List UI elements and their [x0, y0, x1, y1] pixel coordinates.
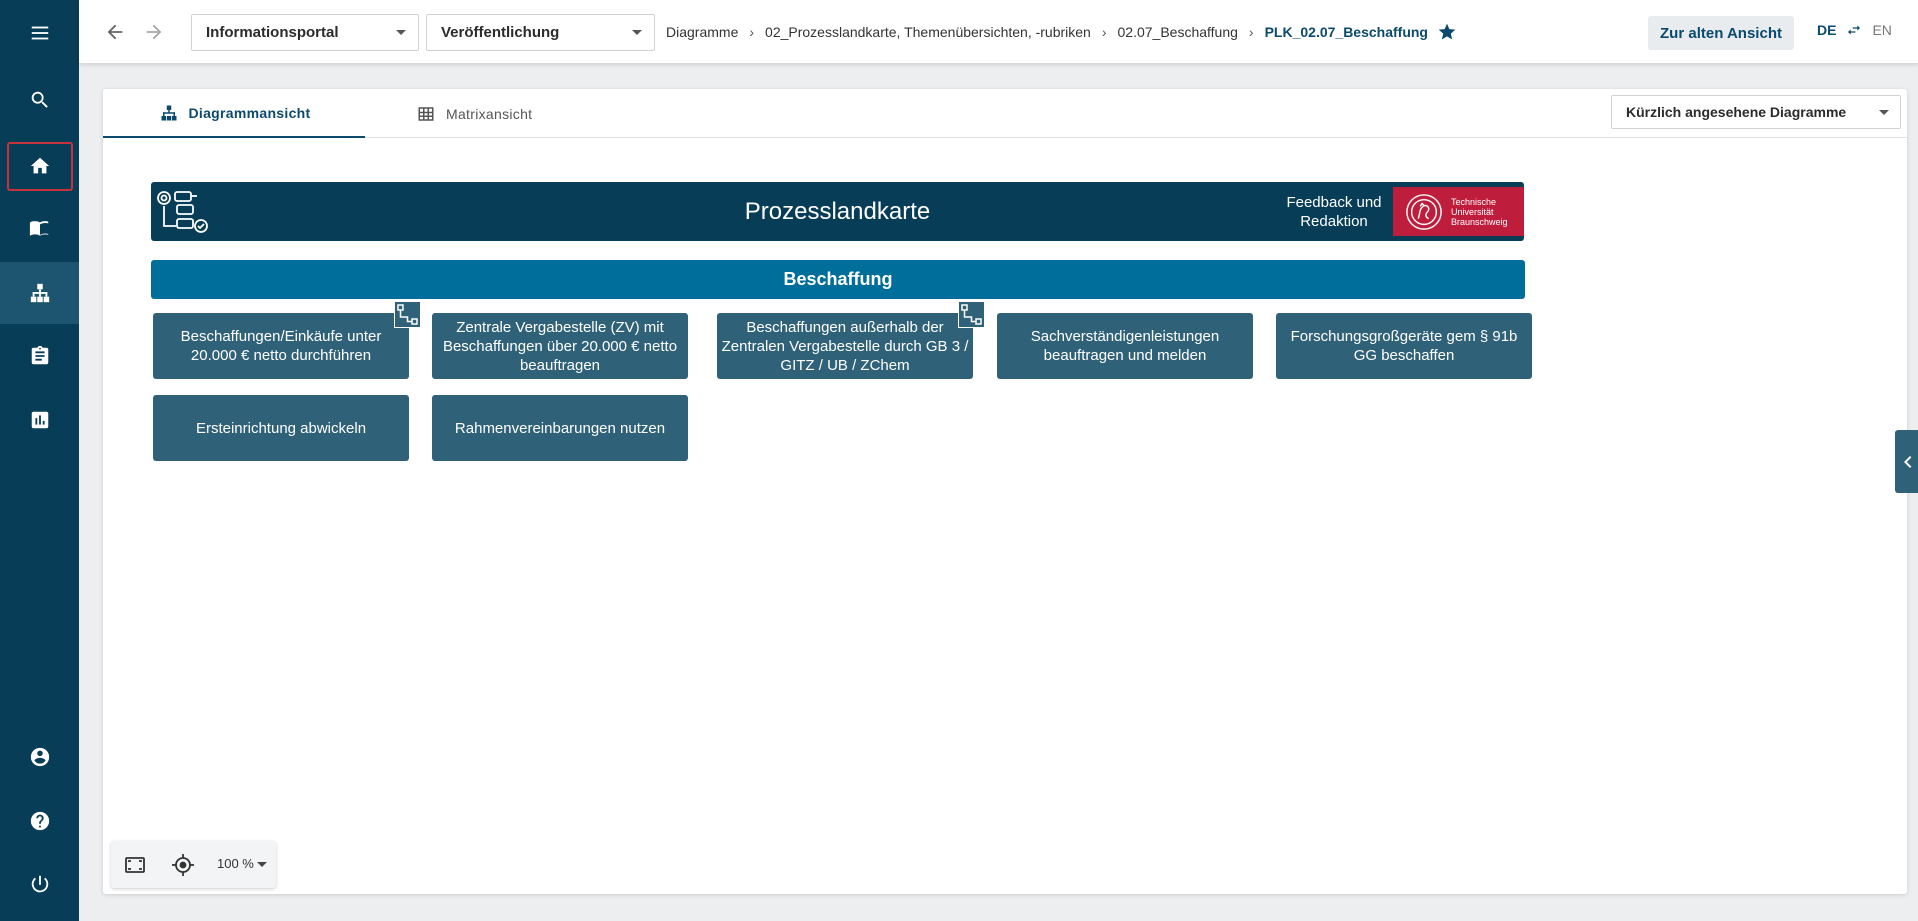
zoom-level-select[interactable] — [217, 856, 267, 871]
process-box[interactable]: Rahmenvereinbarungen nutzen — [432, 395, 688, 461]
home-button[interactable] — [0, 135, 79, 197]
lang-de[interactable]: DE — [1817, 22, 1837, 38]
sidebar — [0, 0, 79, 921]
diagram-button[interactable] — [0, 262, 79, 324]
chevron-left-icon — [1901, 455, 1913, 469]
center-focus-icon[interactable] — [171, 853, 195, 877]
tab-diagram-view[interactable] — [103, 89, 365, 138]
publication-select[interactable] — [426, 14, 655, 51]
account-icon — [29, 746, 51, 768]
breadcrumb-item[interactable]: Diagramme — [666, 24, 739, 40]
reports-button[interactable] — [0, 389, 79, 451]
breadcrumb-current: PLK_02.07_Beschaffung — [1264, 24, 1428, 40]
swap-icon[interactable] — [1846, 22, 1862, 38]
recent-select-value: Kürzlich angesehene Diagramme — [1626, 104, 1847, 120]
process-box[interactable]: Sachverständigenleistungen beauftragen und melden — [997, 313, 1253, 379]
home-icon — [29, 155, 51, 177]
help-button[interactable] — [0, 790, 79, 852]
tab-matrix-view[interactable] — [415, 89, 575, 138]
hierarchy-icon — [29, 282, 51, 304]
arrow-right-icon — [143, 21, 165, 43]
account-button[interactable] — [0, 726, 79, 788]
publication-select-value: Veröffentlichung — [441, 24, 560, 41]
menu-button[interactable] — [0, 2, 79, 64]
zoom-level: 100 % — [217, 856, 254, 871]
diagram-title: Prozesslandkarte — [744, 198, 931, 225]
power-icon — [29, 873, 51, 895]
zoom-toolbar — [111, 841, 276, 888]
fit-screen-icon[interactable] — [123, 853, 147, 877]
lang-en[interactable]: EN — [1872, 22, 1892, 38]
breadcrumb — [666, 0, 1457, 64]
process-box[interactable]: Beschaffungen außerhalb der Zentralen Vergabestelle durch GB 3 / GITZ / UB / ZChem — [717, 313, 973, 379]
back-button[interactable] — [101, 18, 129, 46]
old-view-button[interactable]: Zur alten Ansicht — [1648, 16, 1794, 50]
category-banner: Beschaffung — [151, 260, 1525, 299]
grid-icon — [415, 105, 437, 123]
process-box[interactable]: Zentrale Vergabestelle (ZV) mit Beschaffungen über 20.000 € netto beauftragen — [432, 313, 688, 379]
tab-label: Diagrammansicht — [188, 104, 311, 121]
chevron-down-icon — [632, 30, 642, 35]
subprocess-icon[interactable] — [394, 301, 421, 328]
help-icon — [29, 810, 51, 832]
tu-logo-text: Technische Universität Braunschweig — [1451, 196, 1508, 227]
tu-braunschweig-logo — [1393, 187, 1524, 236]
clipboard-icon — [29, 345, 51, 367]
recent-diagrams-select[interactable] — [1611, 95, 1901, 129]
diagram-header — [151, 182, 1524, 241]
view-tabs — [103, 89, 1907, 138]
portal-select[interactable] — [191, 14, 419, 51]
chevron-down-icon — [1879, 110, 1889, 115]
portal-select-value: Informationsportal — [206, 24, 339, 41]
breadcrumb-item[interactable]: 02.07_Beschaffung — [1117, 24, 1238, 40]
top-bar — [79, 0, 1918, 64]
bar-chart-icon — [29, 409, 51, 431]
chevron-right-icon: › — [749, 24, 755, 40]
hierarchy-icon — [158, 104, 180, 122]
process-box[interactable]: Beschaffungen/Einkäufe unter 20.000 € netto durchführen — [153, 313, 409, 379]
process-box[interactable]: Ersteinrichtung abwickeln — [153, 395, 409, 461]
forward-button[interactable] — [140, 18, 168, 46]
lion-seal-icon — [1405, 192, 1443, 232]
menu-icon — [29, 22, 51, 44]
chevron-down-icon — [396, 30, 406, 35]
feedback-link[interactable]: Feedback und Redaktion — [1286, 194, 1382, 230]
book-button[interactable] — [0, 197, 79, 259]
chevron-right-icon: › — [1101, 24, 1107, 40]
chevron-down-icon — [257, 862, 267, 867]
arrow-left-icon — [104, 21, 126, 43]
tab-label: Matrixansicht — [446, 105, 533, 122]
breadcrumb-item[interactable]: 02_Prozesslandkarte, Themenübersichten, -rubriken — [765, 24, 1091, 40]
subprocess-icon[interactable] — [958, 301, 985, 328]
language-switch[interactable] — [1817, 22, 1892, 38]
book-icon — [29, 217, 51, 239]
clipboard-button[interactable] — [0, 325, 79, 387]
search-icon — [29, 89, 51, 111]
search-button[interactable] — [0, 69, 79, 131]
logout-button[interactable] — [0, 853, 79, 915]
star-icon[interactable] — [1437, 22, 1457, 42]
chevron-right-icon: › — [1248, 24, 1254, 40]
side-panel-toggle[interactable] — [1895, 430, 1918, 493]
process-box[interactable]: Forschungsgroßgeräte gem § 91b GG beschaffen — [1276, 313, 1532, 379]
